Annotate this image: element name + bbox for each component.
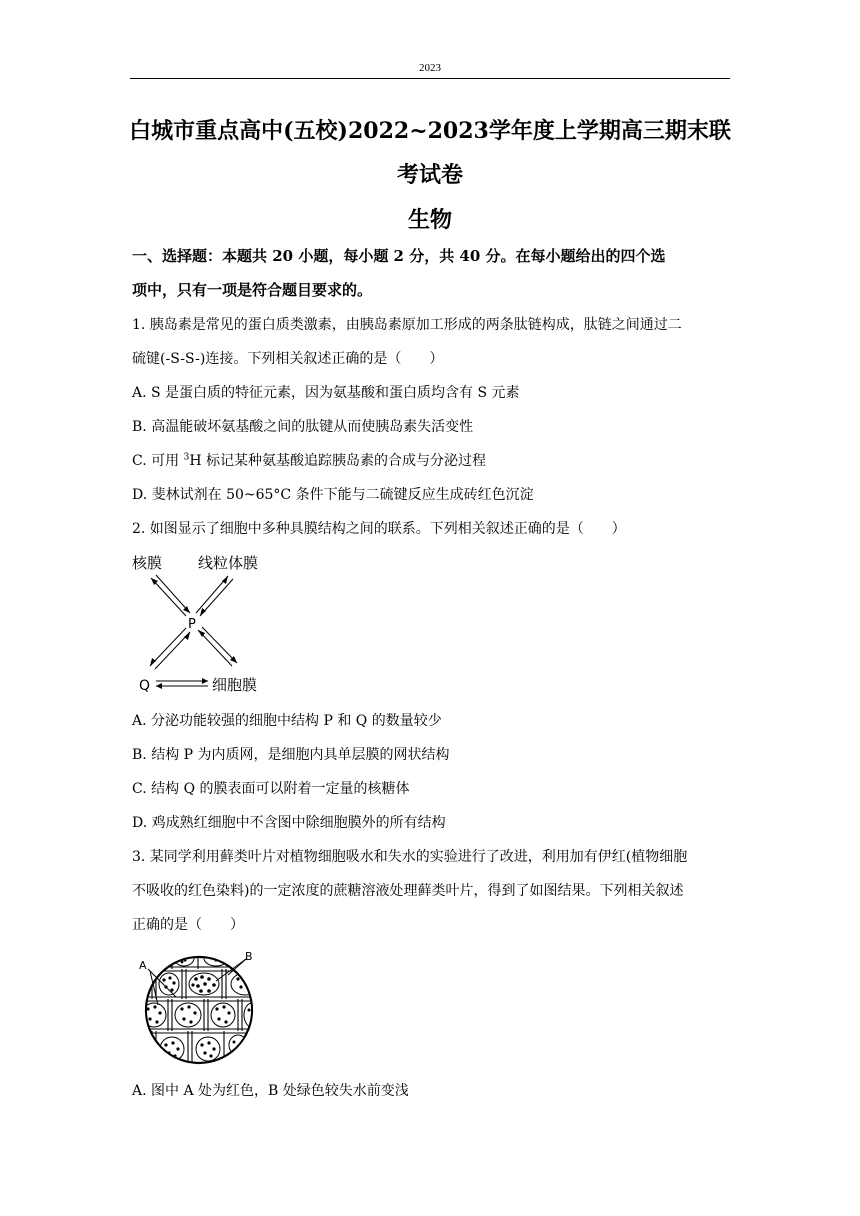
q1-option-c-sup: 3 — [183, 452, 190, 463]
q3-stem-line3: 正确的是（ ） — [132, 917, 244, 933]
section-heading-line2: 项中，只有一项是符合题目要求的。 — [132, 281, 373, 299]
q1-stem-line1: 1. 胰岛素是常见的蛋白质类激素，由胰岛素原加工形成的两条肽链构成，肽链之间通过二 — [132, 317, 682, 333]
q2-option-b: B. 结构 P 为内质网，是细胞内具单层膜的网状结构 — [132, 747, 450, 763]
label-cell-membrane: 细胞膜 — [212, 676, 258, 694]
q2-option-a: A. 分泌功能较强的细胞中结构 P 和 Q 的数量较少 — [132, 713, 442, 729]
diagram-arrowheads — [150, 576, 237, 689]
subject-title: 生物 — [407, 207, 452, 233]
q2-option-d: D. 鸡成熟红细胞中不含图中除细胞膜外的所有结构 — [132, 815, 446, 831]
q1-option-c — [132, 450, 486, 470]
exam-title-line1: 白城市重点高中(五校)2022~2023学年度上学期高三期末联 — [129, 118, 731, 144]
figure-label-a: A — [139, 959, 147, 972]
label-mitochondrial-membrane: 线粒体膜 — [198, 554, 259, 572]
header-rule — [130, 78, 730, 79]
q2-stem: 2. 如图显示了细胞中多种具膜结构之间的联系。下列相关叙述正确的是（ ） — [132, 521, 626, 537]
q3-option-a: A. 图中 A 处为红色，B 处绿色较失水前变浅 — [132, 1083, 409, 1099]
figure-label-b: B — [245, 950, 253, 963]
q1-stem-line2: 硫键(-S-S-)连接。下列相关叙述正确的是（ ） — [132, 351, 444, 367]
q1-option-a: A. S 是蛋白质的特征元素，因为氨基酸和蛋白质均含有 S 元素 — [132, 385, 520, 401]
q1-option-c-pre: C. 可用 — [132, 453, 184, 469]
moss-leaf-cells-figure — [128, 945, 268, 1070]
label-p: P — [188, 617, 196, 632]
q3-stem-line1: 3. 某同学利用藓类叶片对植物细胞吸水和失水的实验进行了改进，利用加有伊红(植物细胞 — [132, 849, 688, 865]
label-nuclear-membrane: 核膜 — [132, 554, 163, 572]
q1-option-c-post: H 标记某种氨基酸追踪胰岛素的合成与分泌过程 — [189, 453, 486, 469]
q2-option-c: C. 结构 Q 的膜表面可以附着一定量的核糖体 — [132, 781, 410, 797]
section-heading-line1: 一、选择题：本题共 20 小题，每小题 2 分，共 40 分。在每小题给出的四个选 — [132, 247, 666, 265]
q1-option-d: D. 斐林试剂在 50~65°C 条件下能与二硫键反应生成砖红色沉淀 — [132, 487, 534, 503]
membrane-diagram — [128, 548, 278, 698]
q1-option-b: B. 高温能破坏氨基酸之间的肽键从而使胰岛素失活变性 — [132, 419, 474, 435]
q3-stem-line2: 不吸收的红色染料)的一定浓度的蔗糖溶液处理藓类叶片，得到了如图结果。下列相关叙述 — [132, 883, 684, 899]
exam-title-line2: 考试卷 — [396, 162, 463, 188]
header-year: 2023 — [419, 62, 441, 74]
label-q: Q — [139, 678, 151, 694]
